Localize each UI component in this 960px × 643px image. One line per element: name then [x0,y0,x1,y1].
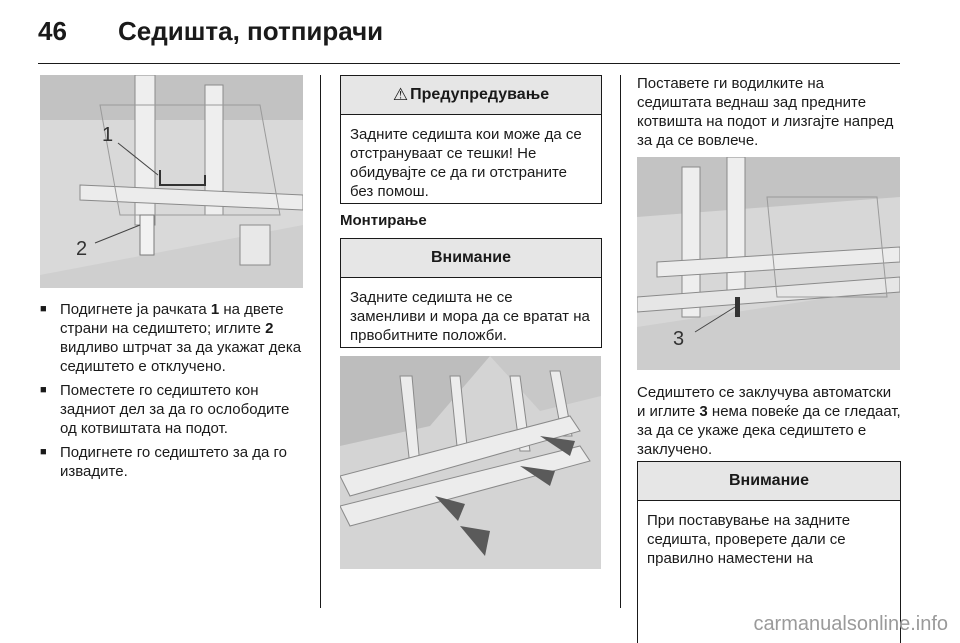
figure-seat-lever [40,75,303,288]
callout-1: 1 [102,124,114,146]
caution-title: Внимание [341,239,601,278]
figure-seat-rails [340,356,601,569]
caution-title-2: Внимание [638,462,900,501]
watermark: carmanualsonline.info [753,613,948,635]
list-item: ■ Поместете го седиштето кон задниот дел за да го ослободите од котвиштата на подот. [40,381,310,438]
warning-box [340,75,602,204]
warning-text: Задните седишта кои може да се отстрануваат се тешки! Не обидувајте се да ги отстраните без помош. [350,126,582,200]
install-paragraph: Поставете ги водилките на седиштата веднаш зад предните котвишта на подот и лизгајте напред за да се вовлече. [637,75,894,149]
page-number: 46 [38,16,67,46]
page-header [38,14,900,64]
column-divider-left [320,75,321,608]
caution-text-2: При поставување на задните седишта, проверете дали се правилно наместени на [647,512,851,567]
caution-box [340,238,602,348]
caution-text: Задните седишта не се заменливи и мора да се вратат на првобитните положби. [350,289,590,344]
warning-title: ⚠ Предупредување [341,76,601,115]
column-divider-right [620,75,621,608]
removal-steps [40,300,310,486]
warning-icon: ⚠ [392,85,409,104]
mounting-heading: Монтирање [340,212,427,229]
list-item: ■ Подигнете ја рачката 1 на двете страни на седиштето; иглите 2 видливо штрчат за да укажат дека седиштето е отклучено. [40,300,310,376]
header-rule [38,63,900,64]
callout-3: 3 [673,328,685,350]
figure-seat-lock [637,157,900,370]
list-item: ■ Подигнете го седиштето за да го извадите. [40,443,310,481]
lock-paragraph: Седиштето се заклучува автоматски и иглите 3 нема повеќе да се гледаат, за да се укаже дека седиштето е заклучено. [637,384,901,458]
page-title: Седишта, потпирачи [118,16,384,46]
callout-2: 2 [76,238,88,260]
